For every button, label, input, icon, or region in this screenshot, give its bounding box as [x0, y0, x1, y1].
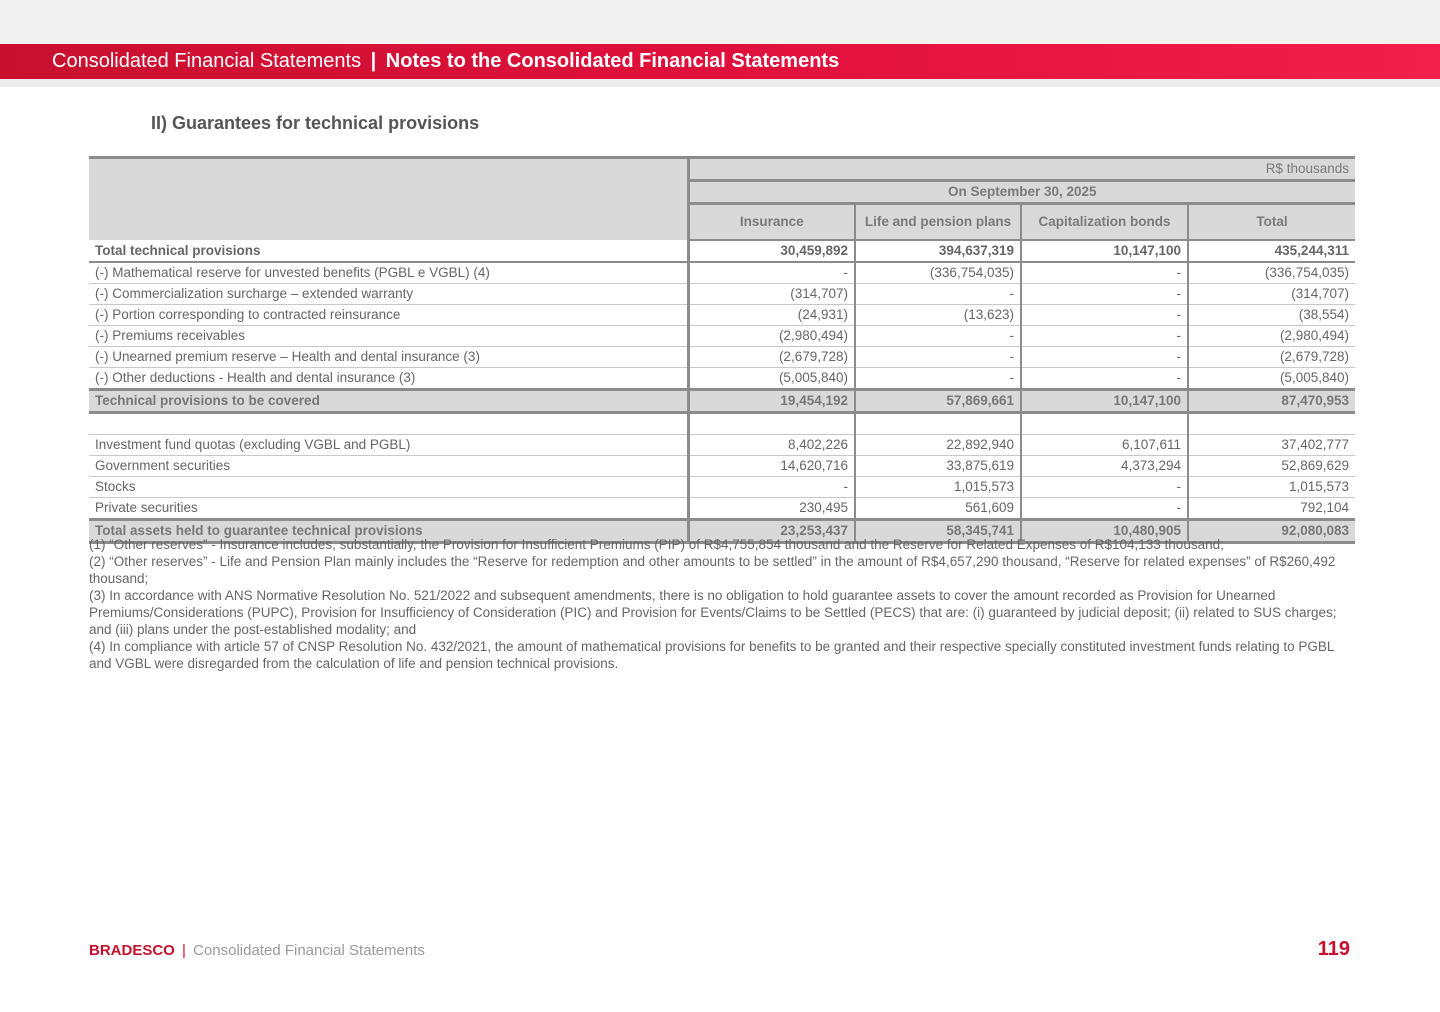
- footer-text: Consolidated Financial Statements: [193, 942, 425, 959]
- cell-value: 6,107,611: [1021, 435, 1188, 456]
- spacer-row: [89, 413, 1355, 435]
- footer-brand: BRADESCO: [89, 942, 175, 959]
- cell-value: 435,244,311: [1188, 240, 1355, 262]
- header-blank-cell: [89, 158, 688, 241]
- cell-value: 230,495: [688, 498, 855, 520]
- cell-value: (2,679,728): [1188, 347, 1355, 368]
- table-row: [89, 240, 1355, 262]
- cell-value: -: [855, 347, 1021, 368]
- cell-value: 10,147,100: [1021, 240, 1188, 262]
- cell-value: -: [855, 368, 1021, 390]
- cell-value: 4,373,294: [1021, 456, 1188, 477]
- row-label: Total technical provisions: [89, 240, 688, 262]
- row-label: (-) Portion corresponding to contracted reinsurance: [89, 305, 688, 326]
- page-number: 119: [1317, 938, 1350, 960]
- table-row: [89, 347, 1355, 368]
- cell-value: 19,454,192: [688, 390, 855, 413]
- table-row: [89, 498, 1355, 520]
- row-label: (-) Mathematical reserve for unvested benefits (PGBL e VGBL) (4): [89, 262, 688, 284]
- period-label: On September 30, 2025: [688, 181, 1355, 204]
- cell-value: (314,707): [1188, 284, 1355, 305]
- column-header: Insurance: [688, 204, 855, 241]
- cell-value: -: [1021, 477, 1188, 498]
- footnotes: [89, 536, 1357, 672]
- top-strip: [0, 0, 1440, 44]
- cell-value: -: [1021, 326, 1188, 347]
- header-section: Consolidated Financial Statements: [52, 50, 362, 72]
- table-row: [89, 284, 1355, 305]
- cell-value: -: [1021, 284, 1188, 305]
- guarantees-table: [89, 156, 1355, 544]
- table-row: [89, 456, 1355, 477]
- cell-value: 10,147,100: [1021, 390, 1188, 413]
- header-separator: |: [370, 50, 377, 72]
- table-row: [89, 368, 1355, 390]
- row-label: Investment fund quotas (excluding VGBL and PGBL): [89, 435, 688, 456]
- column-header: Total: [1188, 204, 1355, 241]
- cell-value: 1,015,573: [855, 477, 1021, 498]
- column-header: Capitalization bonds: [1021, 204, 1188, 241]
- row-label: Government securities: [89, 456, 688, 477]
- cell-value: 561,609: [855, 498, 1021, 520]
- cell-value: 8,402,226: [688, 435, 855, 456]
- cell-value: (2,980,494): [688, 326, 855, 347]
- cell-value: 37,402,777: [1188, 435, 1355, 456]
- cell-value: (24,931): [688, 305, 855, 326]
- footnote: (3) In accordance with ANS Normative Resolution No. 521/2022 and subsequent amendments, there is no obligation to hold guarantee assets to cover the amount recorded as Provision for Unearned Premiums/Considerations (PUPC), Provision for Insufficiency of Consideration (PIC) and Provision for Events/Claims to be Settled (PECS) that are: (i) guaranteed by judicial deposit; (ii) related to SUS charges; and (iii) plans under the post-established modality; and: [89, 588, 1337, 637]
- cell-value: -: [1021, 498, 1188, 520]
- cell-value: 92,080,083: [1188, 520, 1355, 543]
- cell-value: -: [688, 262, 855, 284]
- header-underline: [0, 79, 1440, 87]
- cell-value: -: [1021, 262, 1188, 284]
- table-row: [89, 435, 1355, 456]
- cell-value: (5,005,840): [1188, 368, 1355, 390]
- cell-value: 394,637,319: [855, 240, 1021, 262]
- cell-value: -: [855, 326, 1021, 347]
- cell-value: -: [1021, 305, 1188, 326]
- row-label: Private securities: [89, 498, 688, 520]
- table-row: [89, 477, 1355, 498]
- footnote: (1) “Other reserves” - Insurance includes, substantially, the Provision for Insufficient Premiums (PIP) of R$4,755,854 thousand and the Reserve for Related Expenses of R$104,133 thousand;: [89, 537, 1224, 552]
- table-row: [89, 305, 1355, 326]
- row-label: (-) Other deductions - Health and dental insurance (3): [89, 368, 688, 390]
- cell-value: (13,623): [855, 305, 1021, 326]
- cell-value: (2,679,728): [688, 347, 855, 368]
- cell-value: (2,980,494): [1188, 326, 1355, 347]
- row-label: Stocks: [89, 477, 688, 498]
- cell-value: 14,620,716: [688, 456, 855, 477]
- cell-value: (336,754,035): [1188, 262, 1355, 284]
- header-subsection: Notes to the Consolidated Financial Statements: [385, 50, 840, 72]
- cell-value: 58,345,741: [855, 520, 1021, 543]
- cell-value: 23,253,437: [688, 520, 855, 543]
- cell-value: (314,707): [688, 284, 855, 305]
- row-label: Technical provisions to be covered: [89, 390, 688, 413]
- row-label: (-) Unearned premium reserve – Health and dental insurance (3): [89, 347, 688, 368]
- cell-value: 52,869,629: [1188, 456, 1355, 477]
- cell-value: -: [1021, 347, 1188, 368]
- cell-value: (336,754,035): [855, 262, 1021, 284]
- cell-value: 22,892,940: [855, 435, 1021, 456]
- table-row: [89, 326, 1355, 347]
- cell-value: -: [1021, 368, 1188, 390]
- footer: [89, 942, 425, 959]
- cell-value: (5,005,840): [688, 368, 855, 390]
- cell-value: 33,875,619: [855, 456, 1021, 477]
- cell-value: 10,480,905: [1021, 520, 1188, 543]
- unit-label: R$ thousands: [688, 158, 1355, 181]
- footnote: (4) In compliance with article 57 of CNSP Resolution No. 432/2021, the amount of mathematical provisions for benefits to be granted and their respective specially constituted investment funds relating to PGBL and VGBL were disregarded from the calculation of life and pension technical provisions.: [89, 639, 1334, 671]
- column-header: Life and pension plans: [855, 204, 1021, 241]
- cell-value: -: [855, 284, 1021, 305]
- cell-value: 1,015,573: [1188, 477, 1355, 498]
- header-banner: [0, 44, 1440, 79]
- row-label: (-) Premiums receivables: [89, 326, 688, 347]
- row-label: Total assets held to guarantee technical provisions: [89, 520, 688, 543]
- cell-value: 57,869,661: [855, 390, 1021, 413]
- footer-separator: |: [182, 942, 186, 959]
- page-title: II) Guarantees for technical provisions: [151, 113, 480, 133]
- cell-value: 792,104: [1188, 498, 1355, 520]
- subtotal-row: [89, 390, 1355, 413]
- cell-value: 30,459,892: [688, 240, 855, 262]
- cell-value: (38,554): [1188, 305, 1355, 326]
- table-row: [89, 262, 1355, 284]
- row-label: (-) Commercialization surcharge – extended warranty: [89, 284, 688, 305]
- cell-value: -: [688, 477, 855, 498]
- footnote: (2) “Other reserves” - Life and Pension Plan mainly includes the “Reserve for redemption and other amounts to be settled” in the amount of R$4,657,290 thousand, “Reserve for related expenses” of R$260,492 thousand;: [89, 554, 1336, 586]
- cell-value: 87,470,953: [1188, 390, 1355, 413]
